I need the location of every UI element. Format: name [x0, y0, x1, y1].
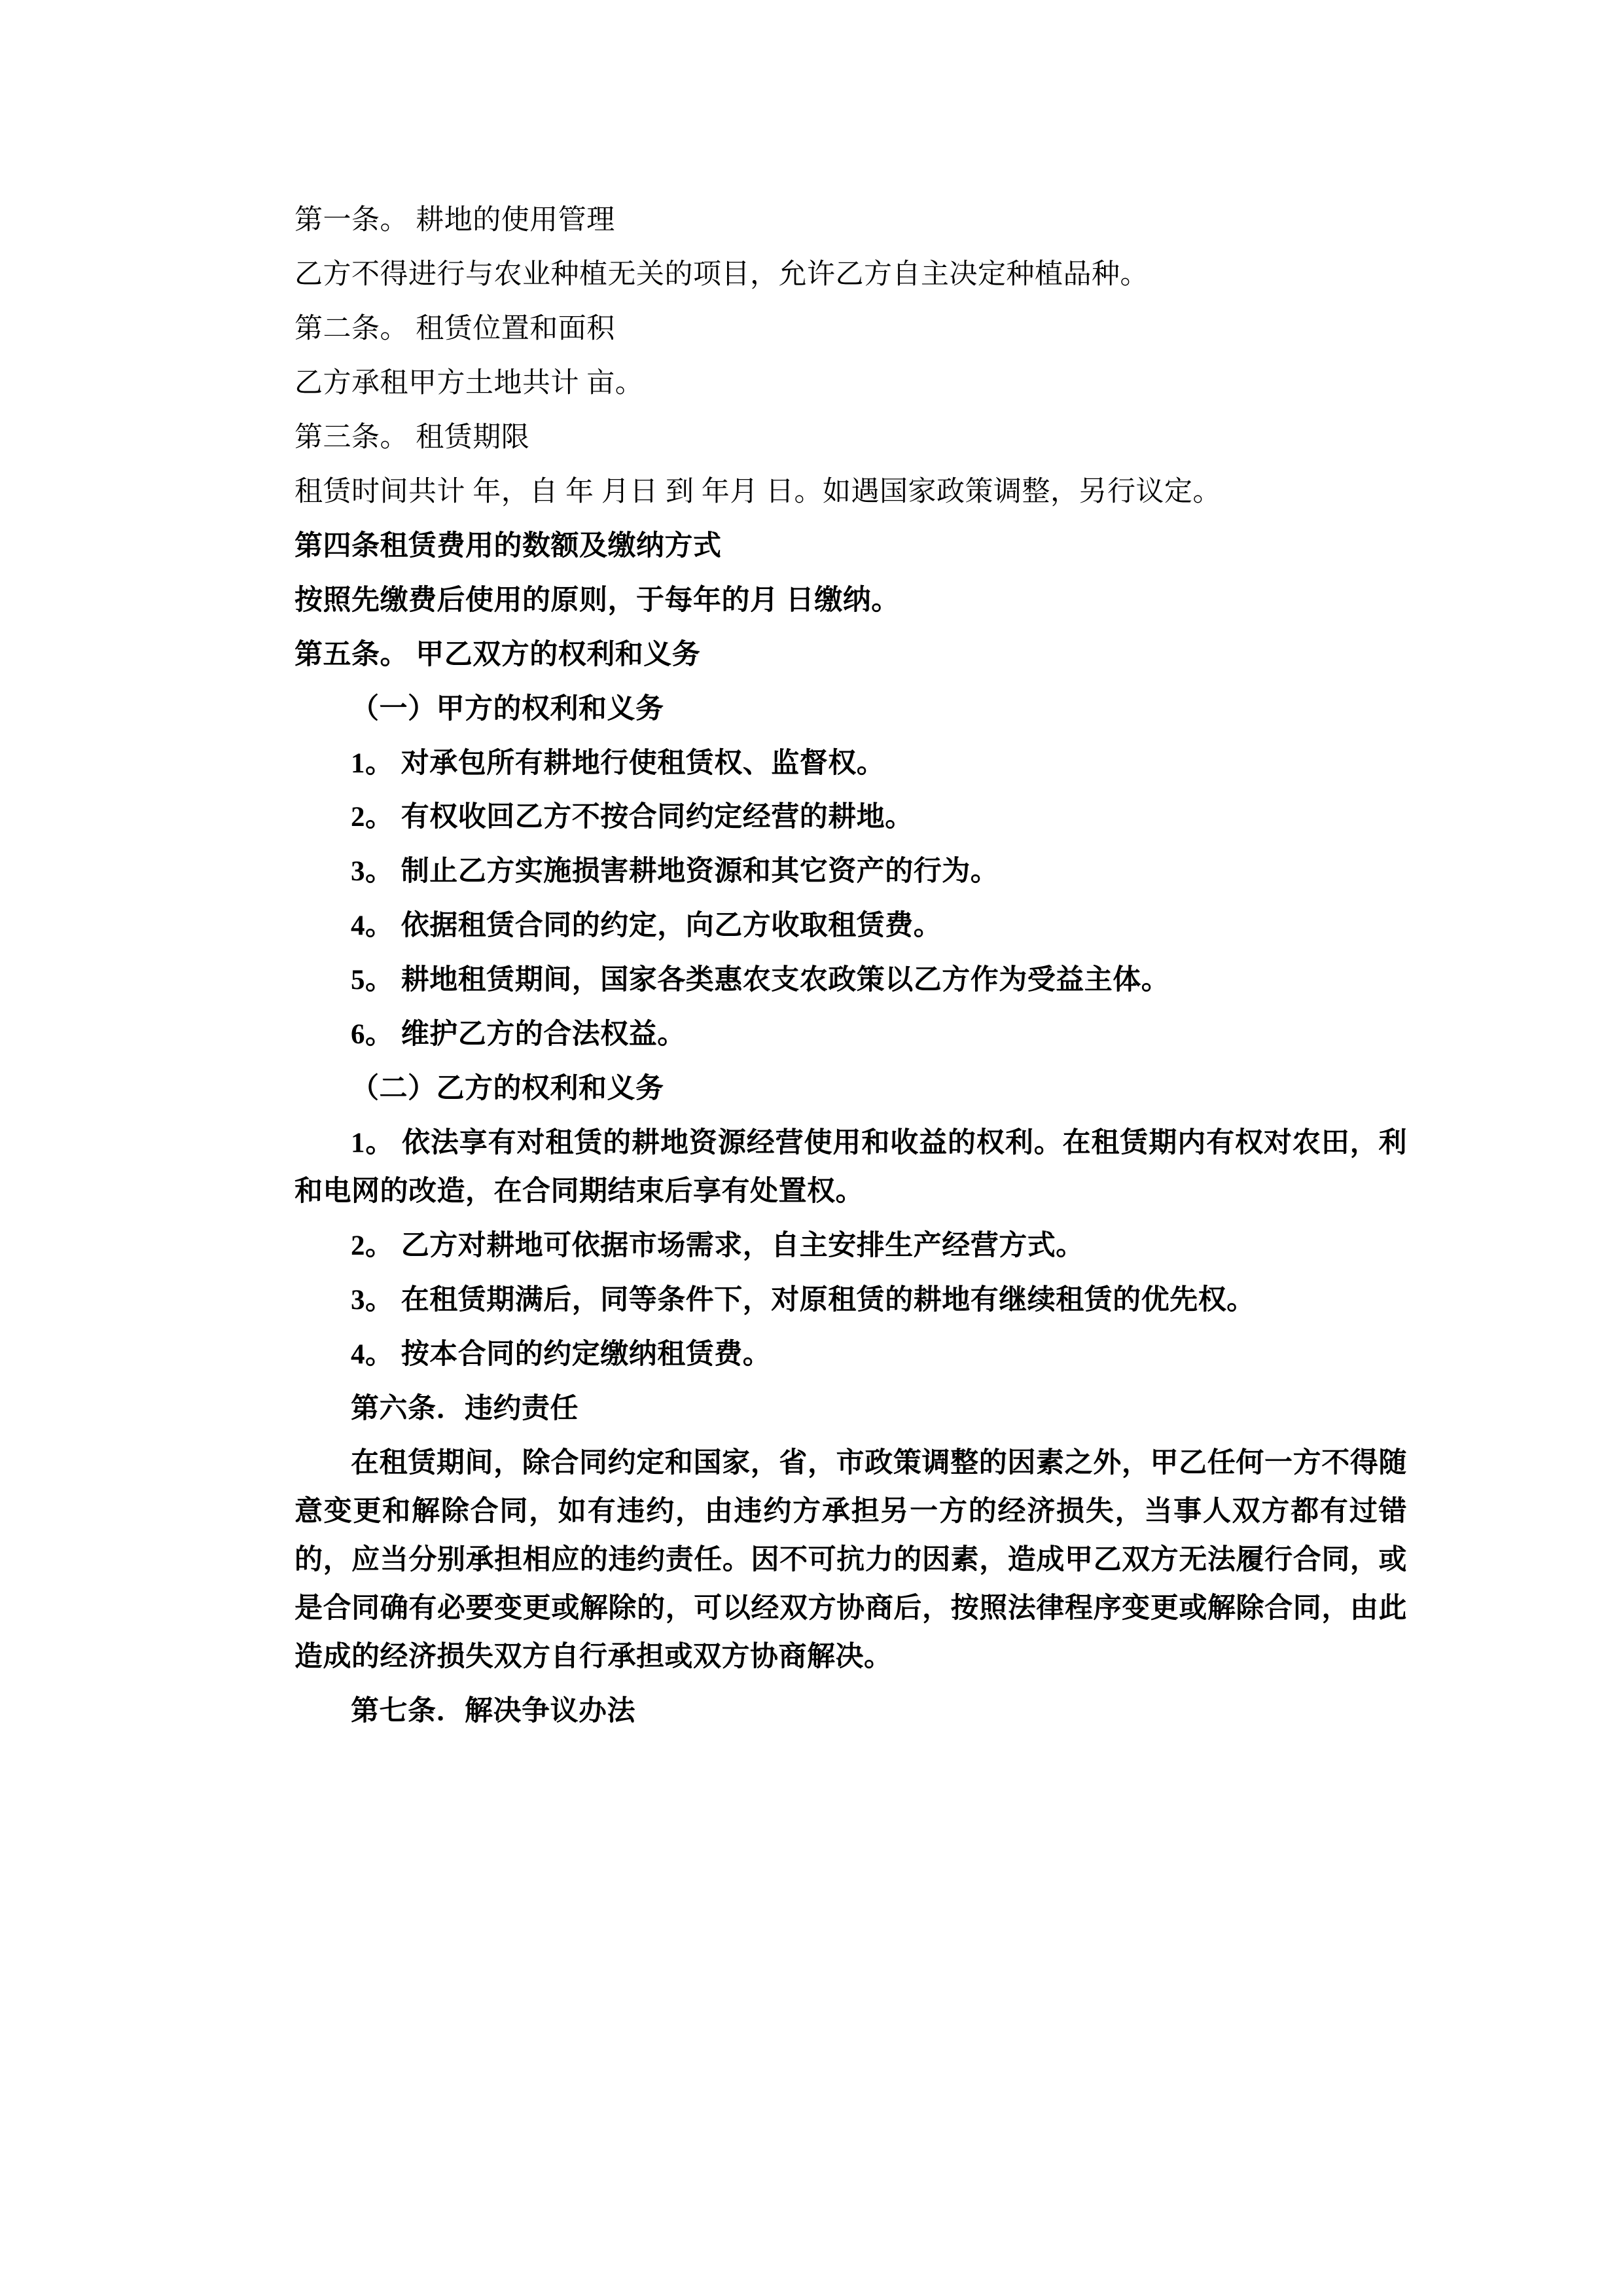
clause-list-item: 5。 耕地租赁期间，国家各类惠农支农政策以乙方作为受益主体。	[351, 965, 1170, 996]
clause-list-item: 2。 有权收回乙方不按合同约定经营的耕地。	[351, 802, 914, 833]
clause-line: 按照先缴费后使用的原则，于每年的月 日缴纳。	[294, 584, 900, 616]
clause-list-item: 1。 对承包所有耕地行使租赁权、监督权。	[351, 747, 885, 779]
clause-heading: 第四条租赁费用的数额及缴纳方式	[294, 530, 722, 562]
clause-list-item: 1。 依法享有对租赁的耕地资源经营使用和收益的权利。在租赁期内有权对农田，利和电网的改造，在合同期结束后享有处置权。	[294, 1128, 1407, 1208]
clause-list-item: 2。 乙方对耕地可依据市场需求，自主安排生产经营方式。	[351, 1230, 1084, 1262]
clause-line: 租赁时间共计 年，自 年 月日 到 年月 日。如遇国家政策调整，另行议定。	[294, 476, 1221, 507]
clause-heading: 第五条。 甲乙双方的权利和义务	[294, 639, 701, 670]
clause-list-item: 6。 维护乙方的合法权益。	[351, 1019, 686, 1050]
clause-line: 第三条。 租赁期限	[294, 422, 530, 453]
clause-paragraph: 在租赁期间，除合同约定和国家，省，市政策调整的因素之外，甲乙任何一方不得随意变更和解除合同，如有违约，由违约方承担另一方的经济损失，当事人双方都有过错的，应当分别承担相应的违约责任。因不可抗力的因素，造成甲乙双方无法履行合同，或是合同确有必要变更或解除的，可以经双方协商后，按照法律程序变更或解除合同，由此造成的经济损失双方自行承担或双方协商解决。	[294, 1447, 1407, 1672]
clause-list-item: 3。 在租赁期满后，同等条件下，对原租赁的耕地有继续租赁的优先权。	[351, 1285, 1255, 1316]
clause-list-item: 4。 依据租赁合同的约定，向乙方收取租赁费。	[351, 910, 942, 942]
clause-list-item: 4。 按本合同的约定缴纳租赁费。	[351, 1339, 772, 1371]
clause-subheading: （一）甲方的权利和义务	[351, 693, 664, 725]
clause-heading: 第七条．解决争议办法	[351, 1695, 635, 1727]
clause-line: 第一条。 耕地的使用管理	[294, 205, 615, 236]
clause-heading: 第六条．违约责任	[351, 1393, 579, 1424]
clause-line: 乙方承租甲方土地共计 亩。	[294, 367, 644, 399]
clause-line: 第二条。 租赁位置和面积	[294, 313, 615, 344]
clause-list-item: 3。 制止乙方实施损害耕地资源和其它资产的行为。	[351, 856, 999, 888]
clause-line: 乙方不得进行与农业种植无关的项目，允许乙方自主决定种植品种。	[294, 259, 1149, 290]
document-body	[294, 196, 1407, 1736]
clause-subheading: （二）乙方的权利和义务	[351, 1073, 664, 1105]
